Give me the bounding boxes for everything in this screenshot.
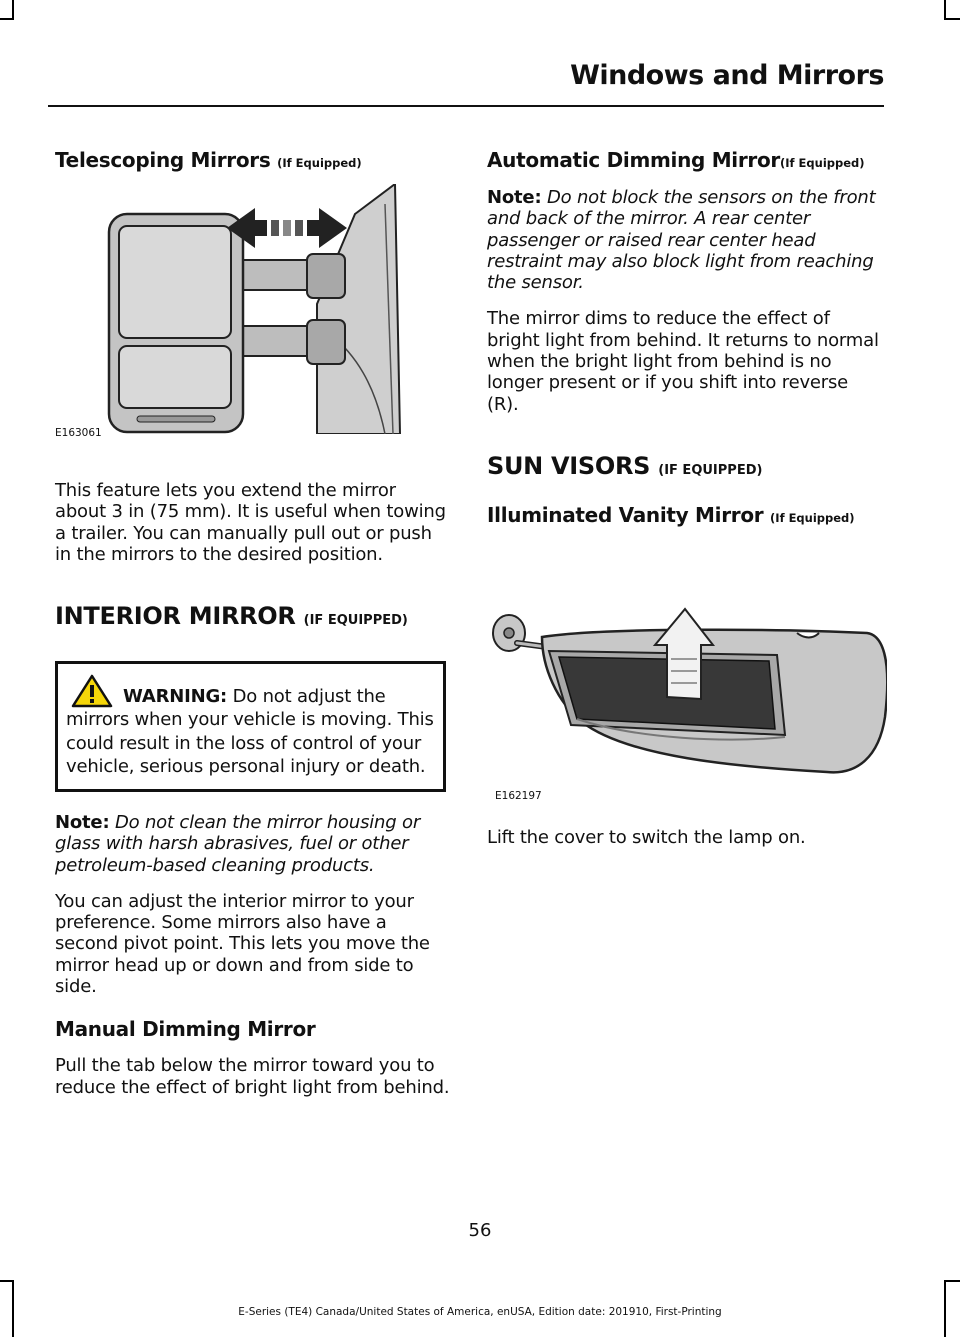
warning-paragraph: [66, 674, 437, 779]
interior-mirror-qualifier: (IF EQUIPPED): [303, 613, 408, 629]
interior-note-label: Note:: [55, 811, 110, 833]
warning-text: Do not adjust the mirrors when your vehicle is moving. This could result in the loss of control of your vehicle, serious personal injury or death.: [66, 685, 434, 778]
vanity-figure-code: E162197: [495, 789, 542, 802]
vanity-mirror-qualifier: (If Equipped): [770, 510, 855, 525]
warning-box: [55, 661, 446, 792]
crop-mark-top-right-v: [944, 0, 946, 20]
manual-dimming-body: Pull the tab below the mirror toward you to reduce the effect of bright light from behind.: [55, 1055, 450, 1098]
crop-mark-top-right-h: [944, 18, 960, 20]
warning-triangle-icon: [71, 674, 113, 708]
crop-mark-bottom-right-h: [944, 1280, 960, 1282]
sun-visors-qualifier: (IF EQUIPPED): [658, 462, 763, 478]
vanity-mirror-figure: [487, 547, 877, 817]
auto-dimming-note: [487, 187, 883, 293]
right-column: [487, 140, 883, 848]
warning-label: WARNING:: [123, 685, 228, 707]
telescoping-mirror-illustration: [55, 184, 445, 434]
vanity-mirror-body: Lift the cover to switch the lamp on.: [487, 826, 806, 848]
interior-body: You can adjust the interior mirror to your preference. Some mirrors also have a second pivot point. This lets you move the mirror head up or down and from side to side.: [55, 890, 430, 998]
double-arrow-icon: [227, 208, 347, 248]
crop-mark-top-left-h: [0, 18, 14, 20]
crop-mark-bottom-left-h: [0, 1280, 14, 1282]
left-column: [55, 140, 451, 1098]
telescoping-figure-code: E163061: [55, 427, 102, 439]
manual-dimming-heading: Manual Dimming Mirror: [55, 1017, 316, 1042]
vanity-mirror-title: Illuminated Vanity Mirror: [487, 502, 764, 527]
telescoping-mirror-figure: [55, 184, 445, 460]
edition-info: E-Series (TE4) Canada/United States of America, enUSA, Edition date: 201910, First-Printing: [238, 1306, 722, 1318]
auto-dimming-qualifier: (If Equipped): [780, 156, 865, 170]
telescoping-body: This feature lets you extend the mirror about 3 in (75 mm). It is useful when towing a trailer. You can manually pull out or push in the mirrors to the desired position.: [55, 480, 446, 565]
interior-note: [55, 812, 451, 876]
page-number: 56: [468, 1220, 492, 1241]
crop-mark-top-left-v: [12, 0, 14, 20]
telescoping-mirrors-heading: [55, 148, 451, 172]
auto-dimming-note-text: Do not block the sensors on the front and back of the mirror. A rear center passenger or raised rear center head restraint may also block light from reaching the sensor.: [487, 187, 876, 294]
interior-mirror-title: INTERIOR MIRROR: [55, 602, 296, 631]
sun-visor-illustration: [487, 547, 887, 782]
auto-dimming-heading: [487, 148, 883, 172]
interior-mirror-heading: [55, 602, 451, 631]
sun-visors-title: SUN VISORS: [487, 451, 651, 480]
vanity-mirror-heading: [487, 503, 883, 527]
page-header-title: Windows and Mirrors: [570, 60, 884, 91]
telescoping-qualifier: (If Equipped): [277, 156, 362, 170]
auto-dimming-note-label: Note:: [487, 187, 542, 208]
header-rule: [48, 105, 884, 107]
auto-dimming-body: The mirror dims to reduce the effect of bright light from behind. It returns to normal when the bright light from behind is no longer present or if you shift into reverse (R).: [487, 308, 879, 415]
sun-visors-heading: [487, 452, 883, 481]
interior-note-text: Do not clean the mirror housing or glass with harsh abrasives, fuel or other petroleum-based cleaning products.: [55, 811, 421, 876]
auto-dimming-title: Automatic Dimming Mirror: [487, 148, 780, 172]
telescoping-mirrors-title: Telescoping Mirrors: [55, 148, 271, 172]
